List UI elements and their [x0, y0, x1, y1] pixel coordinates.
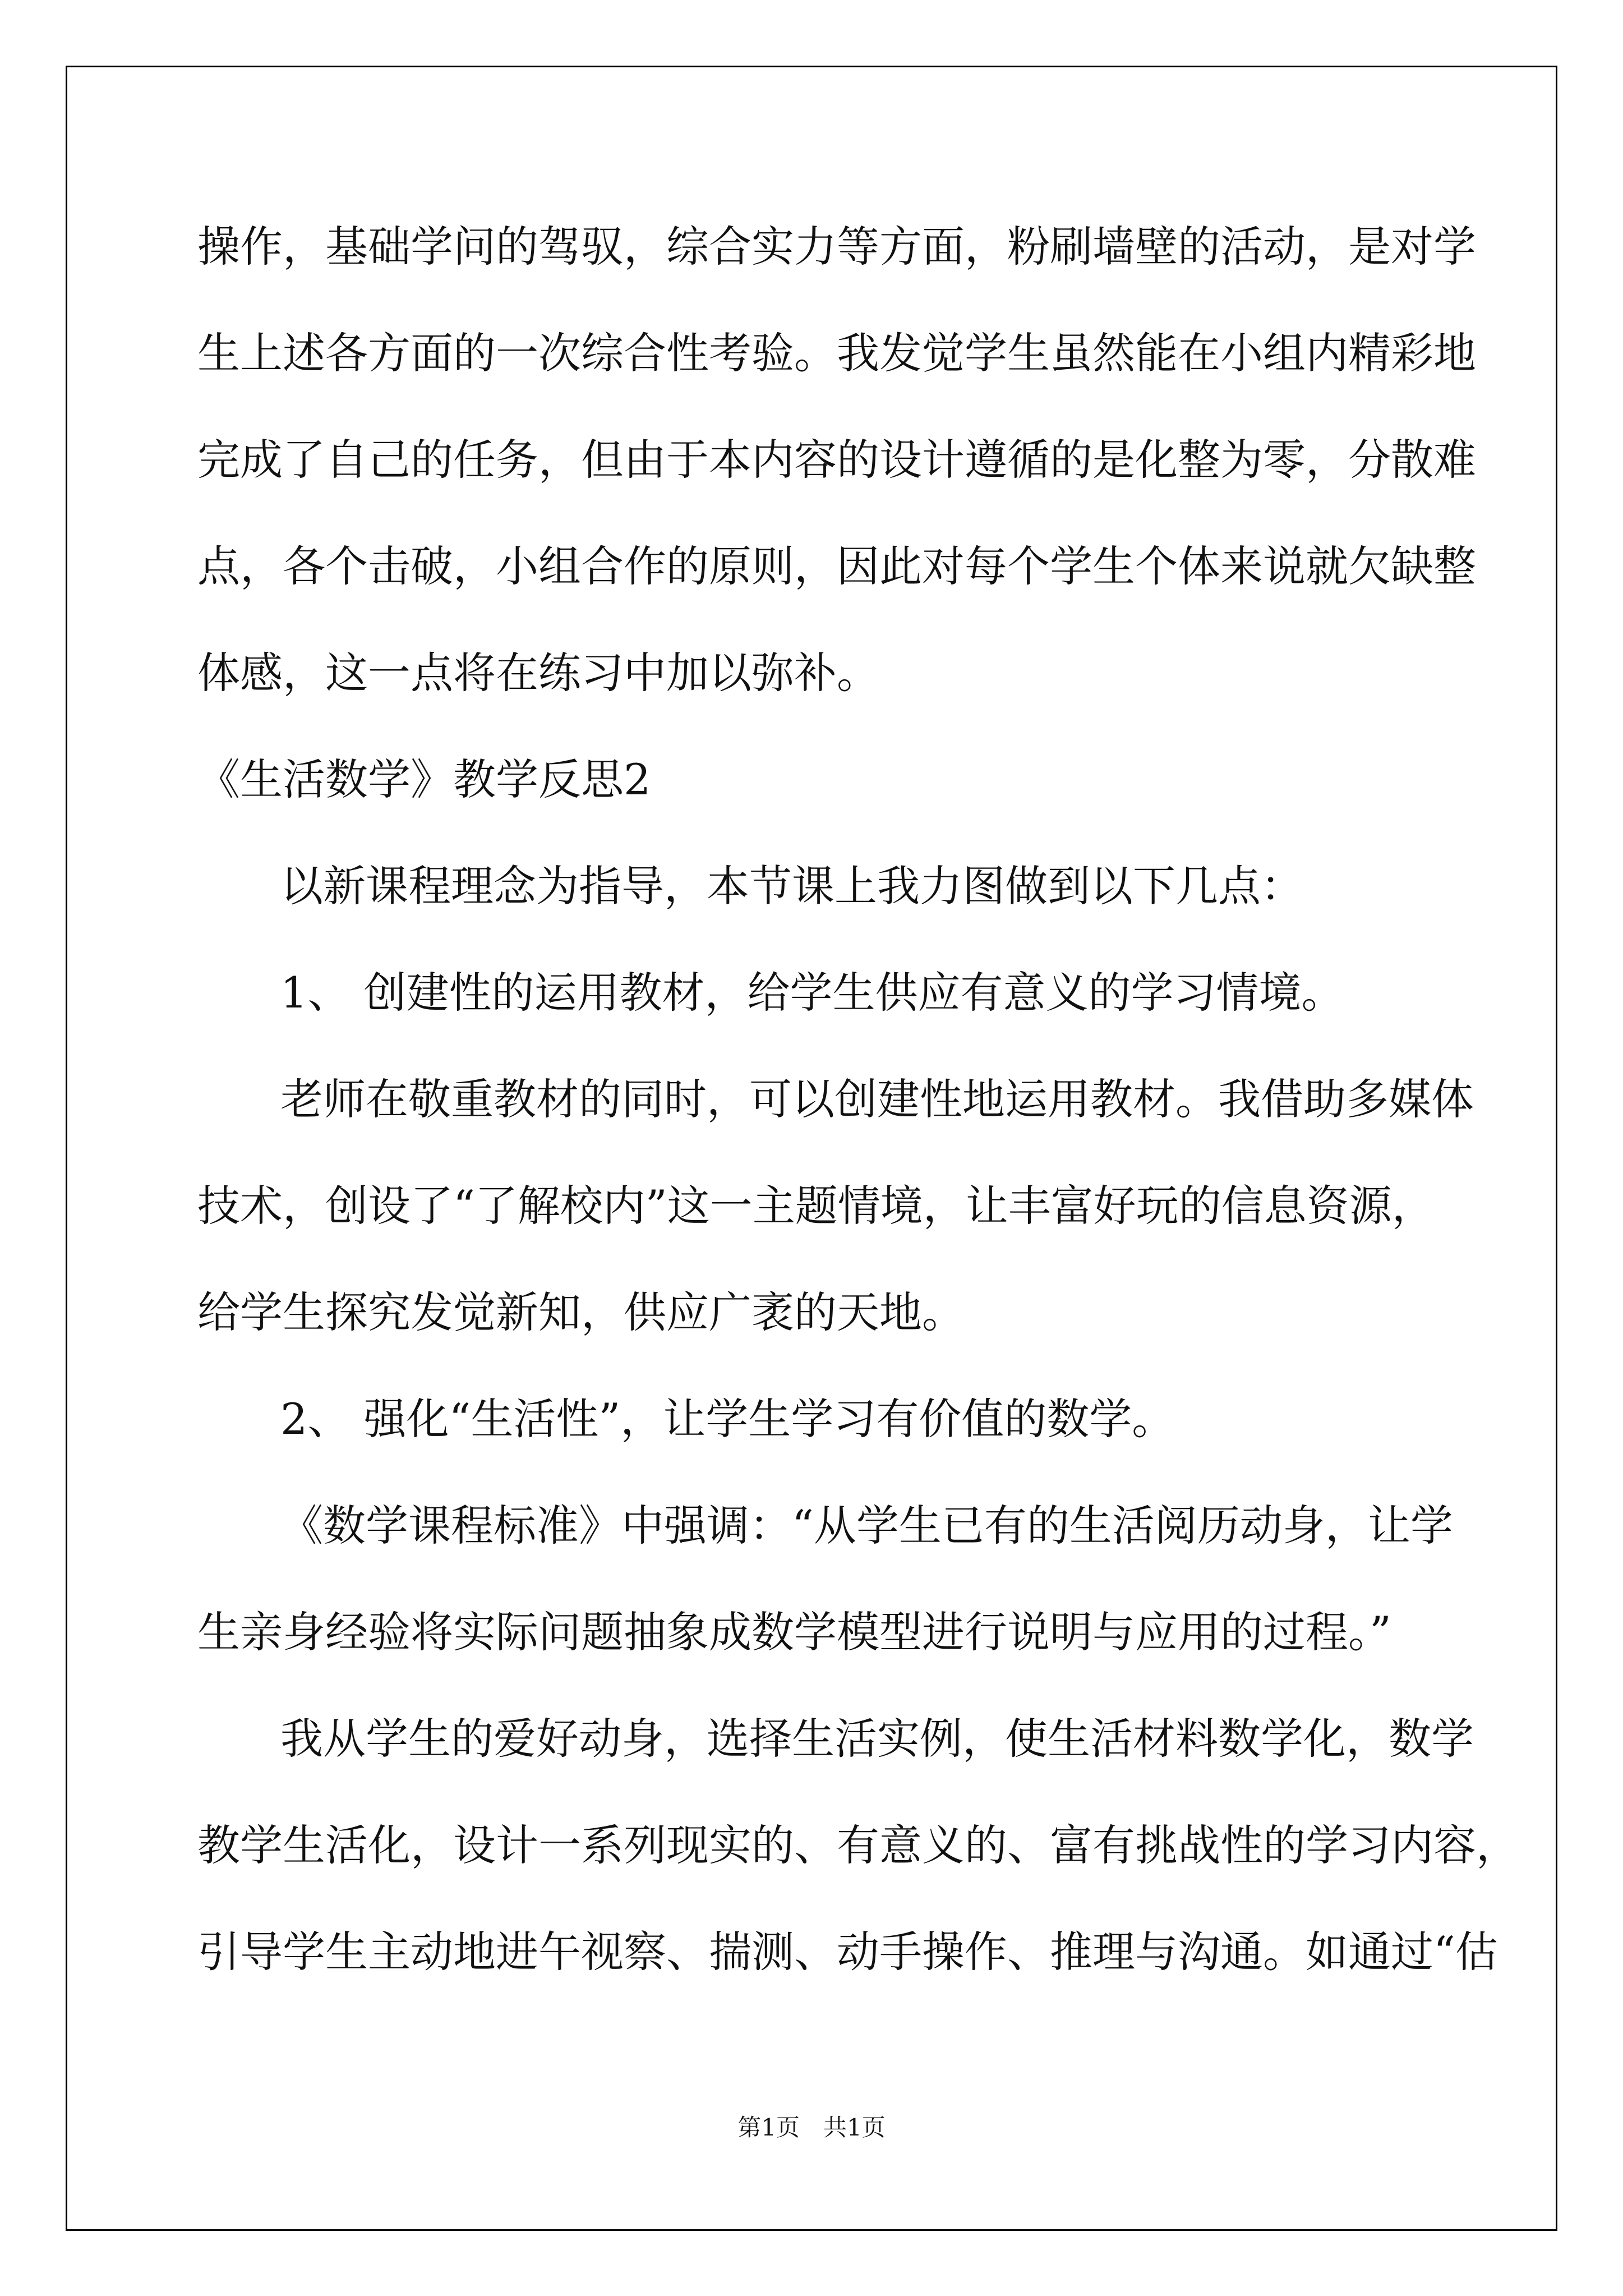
- list-item: 2、 强化“生活性”，让学生学习有价值的数学。: [280, 1394, 1175, 1444]
- text-line: 老师在敬重教材的同时，可以创建性地运用教材。我借助多媒体: [280, 1074, 1474, 1124]
- text-line: 操作，基础学问的驾驭，综合实力等方面，粉刷墙壁的活动，是对学: [197, 222, 1476, 272]
- text-line: 点，各个击破，小组合作的原则，因此对每个学生个体来说就欠缺整: [197, 541, 1476, 591]
- text-line: 教学生活化，设计一系列现实的、有意义的、富有挑战性的学习内容，: [197, 1820, 1519, 1870]
- text-line: 《数学课程标准》中强调：“从学生已有的生活阅历动身，让学: [280, 1501, 1453, 1550]
- text-line: 生上述各方面的一次综合性考验。我发觉学生虽然能在小组内精彩地: [197, 328, 1476, 378]
- text-line: 引导学生主动地进午视察、揣测、动手操作、推理与沟通。如通过“估: [197, 1927, 1498, 1977]
- text-line: 给学生探究发觉新知，供应广袤的天地。: [197, 1287, 965, 1337]
- text-line: 生亲身经验将实际问题抽象成数学模型进行说明与应用的过程。”: [197, 1607, 1391, 1657]
- text-line: 我从学生的爱好动身，选择生活实例，使生活材料数学化，数学: [280, 1714, 1474, 1764]
- list-item: 1、 创建性的运用教材，给学生供应有意义的学习情境。: [280, 968, 1344, 1018]
- text-line: 体感，这一点将在练习中加以弥补。: [197, 648, 879, 698]
- text-line: 技术，创设了“了解校内”这一主题情境，让丰富好玩的信息资源，: [197, 1181, 1435, 1231]
- text-line: 完成了自己的任务，但由于本内容的设计遵循的是化整为零，分散难: [197, 435, 1476, 485]
- text-line: 以新课程理念为指导，本节课上我力图做到以下几点：: [280, 861, 1303, 911]
- page-border: [66, 66, 1557, 2231]
- section-heading: 《生活数学》教学反思2: [197, 754, 651, 804]
- page-number-footer: 第1页 共1页: [737, 2114, 886, 2141]
